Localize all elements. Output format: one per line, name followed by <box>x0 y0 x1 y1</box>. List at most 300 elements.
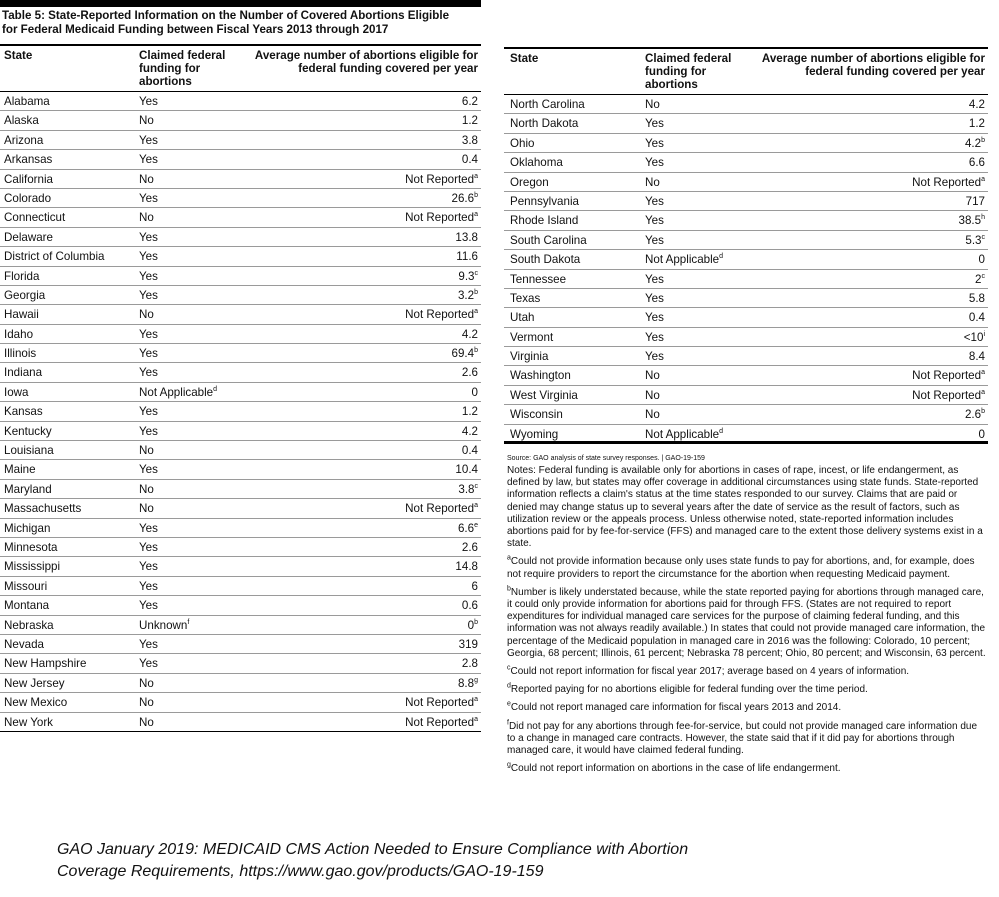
claimed-text: Yes <box>645 350 664 364</box>
state-cell: Arizona <box>4 133 44 147</box>
average-cell <box>462 95 478 108</box>
table-row <box>504 270 988 289</box>
caption <box>57 839 688 883</box>
average-cell <box>468 619 478 632</box>
average-cell <box>405 696 478 709</box>
claimed-cell <box>139 638 158 651</box>
footnote-text: Could not report information for fiscal year 2017; average based on 4 years of information. <box>510 666 910 678</box>
claimed-cell <box>139 231 158 244</box>
average-value: 5.8 <box>968 291 985 305</box>
table-row <box>504 231 988 250</box>
header-state: State <box>4 49 33 62</box>
footnote <box>507 666 987 678</box>
state-cell: Texas <box>510 291 541 305</box>
average-value: 38.5 <box>958 214 982 228</box>
table-row <box>0 150 481 169</box>
average-cell <box>456 250 478 263</box>
table-row <box>504 328 988 347</box>
table-row <box>504 347 988 366</box>
table-row <box>504 95 988 114</box>
average-cell <box>969 98 985 111</box>
footnote-mark: a <box>474 715 478 723</box>
average-value: Not Reported <box>405 502 475 516</box>
state-cell: Utah <box>510 311 535 325</box>
average-value: 4.2 <box>964 136 982 150</box>
claimed-cell <box>139 328 158 341</box>
average-value: Not Reported <box>405 172 475 186</box>
table-row <box>504 173 988 192</box>
average-value: 4.2 <box>461 327 478 341</box>
claimed-text: No <box>139 715 154 729</box>
table-row <box>504 134 988 153</box>
claimed-text: No <box>139 482 154 496</box>
table-row <box>0 325 481 344</box>
claimed-cell <box>139 541 158 554</box>
caption-line-1: GAO January 2019: MEDICAID CMS Action Needed to Ensure Compliance with Abortion <box>57 841 689 858</box>
average-cell <box>458 522 478 535</box>
table-row <box>504 289 988 308</box>
state-cell: Wisconsin <box>510 408 563 422</box>
claimed-text: Yes <box>139 288 158 302</box>
table-row <box>0 228 481 247</box>
claimed-cell <box>139 657 158 670</box>
average-cell <box>969 117 985 130</box>
state-cell: Alaska <box>4 114 39 128</box>
average-cell <box>964 331 985 344</box>
state-cell: New Jersey <box>4 676 65 690</box>
average-cell <box>462 425 478 438</box>
average-cell <box>405 173 478 186</box>
notes-text: Notes: Federal funding is available only for abortions in cases of rape, incest, or life endangerment, as defined by law, but states may offer coverage in additional circumstances using state funds. State-reported information reflects a claim's status at the time states responded to our survey. Claims that are paid or denied may change status up to several years after the date of service as the result of factors, such as utilization review or the appeals process. Unless otherwise noted, state-reported information includes abortions paid for by fee-for-service (FFS) and managed care to the extent those delivery systems exist in a state. <box>507 465 983 550</box>
average-cell <box>965 408 985 421</box>
claimed-cell <box>139 483 154 496</box>
average-value: <10 <box>963 330 984 344</box>
average-cell <box>462 444 478 457</box>
average-value: 2.8 <box>461 657 478 671</box>
claimed-text: Not Applicable <box>645 427 720 441</box>
claimed-cell <box>645 195 664 208</box>
footnote-mark: a <box>981 175 985 183</box>
claimed-cell <box>139 173 154 186</box>
claimed-cell <box>139 619 189 632</box>
header-average: Average number of abortions eligible for federal funding covered per year <box>254 49 478 75</box>
claimed-cell <box>645 311 664 324</box>
claimed-cell <box>645 156 664 169</box>
claimed-text: No <box>645 388 660 402</box>
footnote-mark: g <box>507 761 511 769</box>
average-cell <box>969 311 985 324</box>
claimed-text: No <box>139 444 154 458</box>
average-cell <box>959 214 985 227</box>
state-cell: Nebraska <box>4 618 54 632</box>
footnote-mark: a <box>474 211 478 219</box>
average-cell <box>965 234 985 247</box>
footnote-mark: a <box>981 369 985 377</box>
footnote-text: Could not report managed care information for fiscal years 2013 and 2014. <box>510 702 842 714</box>
table-row <box>0 557 481 576</box>
state-cell: Georgia <box>4 288 46 302</box>
table-row <box>0 247 481 266</box>
claimed-text: Yes <box>139 347 158 361</box>
claimed-text: No <box>139 114 154 128</box>
header-claimed: Claimed federal funding for abortions <box>139 49 226 88</box>
average-cell <box>462 657 478 670</box>
claimed-cell <box>645 369 660 382</box>
average-cell <box>462 599 478 612</box>
state-cell: Hawaii <box>4 308 39 322</box>
footnote-mark: b <box>981 136 985 144</box>
claimed-text: Yes <box>139 191 158 205</box>
average-value: 0.6 <box>461 599 478 613</box>
footnote <box>507 587 987 660</box>
footnote-mark: d <box>719 253 724 261</box>
average-value: 2.6 <box>461 366 478 380</box>
average-cell <box>462 405 478 418</box>
average-value: 6.2 <box>461 95 478 108</box>
header-average: Average number of abortions eligible for federal funding covered per year <box>761 52 985 78</box>
claimed-cell <box>139 502 154 515</box>
average-cell <box>462 541 478 554</box>
average-cell <box>975 273 985 286</box>
state-cell: Illinois <box>4 347 37 361</box>
table-row <box>0 519 481 538</box>
table-title-line-1: Table 5: State-Reported Information on the Number of Covered Abortions Eligible <box>2 9 450 22</box>
footnote <box>507 763 987 775</box>
claimed-text: Yes <box>139 579 158 593</box>
claimed-cell <box>139 134 158 147</box>
claimed-text: Yes <box>645 136 664 150</box>
claimed-cell <box>645 117 664 130</box>
claimed-text: Yes <box>139 560 158 574</box>
table-row <box>0 654 481 673</box>
average-cell <box>405 211 478 224</box>
claimed-cell <box>645 408 660 421</box>
footnote-text: Number is likely understated because, while the state reported paying for abortions through managed care, it could only provide information for abortions paid for through FFS. (States are not required to report expenditures for individual managed care services for the purpose of claiming federal funding, and this information was not always readily available.) In states that could not provide managed care information, the percentage of the Medicaid population in managed care in 2016 was the following: Colorado, 10 percent; Georgia, 68 percent; Illinois, 61 percent; Nebraska 78 percent; Ohio, 80 percent; and Wisconsin, 63 percent. <box>507 586 986 659</box>
claimed-text: Yes <box>139 327 158 341</box>
state-cell: Missouri <box>4 579 48 593</box>
claimed-cell <box>139 347 158 360</box>
footnote-mark: d <box>507 682 511 690</box>
average-cell <box>458 289 478 302</box>
caption-line-2: Coverage Requirements, https://www.gao.gov/products/GAO-19-159 <box>57 863 544 880</box>
average-value: 0 <box>467 618 475 632</box>
claimed-cell <box>139 405 158 418</box>
claimed-cell <box>645 350 664 363</box>
claimed-text: No <box>139 211 154 225</box>
average-cell <box>462 153 478 166</box>
claimed-text: No <box>139 308 154 322</box>
average-cell <box>912 369 985 382</box>
average-value: 6.6 <box>968 156 985 170</box>
average-cell <box>455 560 478 573</box>
claimed-text: Yes <box>139 133 158 147</box>
state-cell: Maryland <box>4 482 52 496</box>
table-row <box>504 114 988 133</box>
average-value: 11.6 <box>456 250 478 264</box>
claimed-cell <box>139 716 154 729</box>
state-cell: Alabama <box>4 95 50 108</box>
average-value: 4.2 <box>461 424 478 438</box>
header-state: State <box>510 52 539 65</box>
claimed-text: Yes <box>139 463 158 477</box>
table-row <box>0 460 481 479</box>
average-value: Not Reported <box>405 715 475 729</box>
table-row <box>0 713 481 732</box>
claimed-cell <box>139 522 158 535</box>
footnote-mark: d <box>213 386 218 393</box>
source-line: Source: GAO analysis of state survey responses. | GAO-19-159 <box>507 455 705 462</box>
footnote-mark: a <box>474 502 478 510</box>
table-row <box>0 499 481 518</box>
claimed-text: No <box>139 172 154 186</box>
average-cell <box>458 270 478 283</box>
claimed-cell <box>645 389 660 402</box>
table-row <box>0 693 481 712</box>
table-row <box>504 308 988 327</box>
average-cell <box>969 156 985 169</box>
claimed-text: No <box>139 502 154 516</box>
state-cell: Idaho <box>4 327 34 341</box>
state-cell: Michigan <box>4 521 51 535</box>
claimed-cell <box>645 214 664 227</box>
state-cell: New Mexico <box>4 696 68 710</box>
claimed-text: Yes <box>645 117 664 131</box>
claimed-text: Yes <box>139 599 158 613</box>
table-row <box>0 111 481 130</box>
average-value: 0.4 <box>461 444 478 458</box>
claimed-text: Yes <box>645 194 664 208</box>
table-row <box>504 192 988 211</box>
claimed-text: No <box>139 676 154 690</box>
state-cell: North Carolina <box>510 98 585 111</box>
average-value: 3.8 <box>458 482 475 496</box>
average-cell <box>458 677 478 690</box>
claimed-text: No <box>645 175 660 189</box>
average-value: 6 <box>471 579 478 593</box>
footnote-text: Could not report information on abortions in the case of life endangerment. <box>510 763 841 775</box>
average-cell <box>462 134 478 147</box>
header-claimed: Claimed federal funding for abortions <box>645 52 732 91</box>
footnote <box>507 556 987 580</box>
average-value: 10.4 <box>455 463 478 477</box>
claimed-text: Yes <box>139 366 158 380</box>
state-cell: Nevada <box>4 637 44 651</box>
state-cell: Iowa <box>4 385 29 399</box>
table-row <box>504 366 988 385</box>
state-cell: District of Columbia <box>4 250 105 264</box>
state-cell: Mississippi <box>4 560 61 574</box>
footnote-mark: e <box>507 701 511 709</box>
state-cell: Ohio <box>510 136 535 150</box>
claimed-text: Yes <box>645 233 664 247</box>
average-value: 1.2 <box>461 114 478 128</box>
claimed-text: Unknown <box>139 618 188 632</box>
state-cell: Tennessee <box>510 272 567 286</box>
average-value: 1.2 <box>461 405 478 419</box>
state-cell: West Virginia <box>510 388 578 402</box>
average-cell <box>405 716 478 729</box>
table-row <box>0 363 481 382</box>
footnote-mark: g <box>474 676 478 684</box>
average-cell <box>979 428 985 441</box>
footnote-mark: a <box>474 308 478 316</box>
footnote-mark: b <box>474 347 478 355</box>
footnote-mark: h <box>981 214 985 222</box>
state-cell: Connecticut <box>4 211 66 225</box>
table-row <box>0 616 481 635</box>
claimed-text: No <box>645 98 660 111</box>
table-row <box>504 211 988 230</box>
claimed-text: Yes <box>645 330 664 344</box>
footnote-mark: c <box>981 233 985 241</box>
claimed-cell <box>139 560 158 573</box>
claimed-text: No <box>645 408 660 422</box>
footnote-mark: a <box>981 389 985 396</box>
claimed-cell <box>139 289 158 302</box>
average-value: 0 <box>978 427 985 441</box>
average-value: Not Reported <box>912 388 982 402</box>
table-row <box>0 441 481 460</box>
state-cell: Arkansas <box>4 153 53 167</box>
average-cell <box>462 366 478 379</box>
state-cell: Virginia <box>510 350 549 364</box>
claimed-cell <box>139 114 154 127</box>
claimed-text: Yes <box>139 540 158 554</box>
footnote-mark: a <box>507 555 511 563</box>
claimed-cell <box>645 234 664 247</box>
average-cell <box>462 114 478 127</box>
state-cell: Kansas <box>4 405 43 419</box>
average-value: Not Reported <box>405 211 475 225</box>
table-row <box>504 153 988 172</box>
average-cell <box>455 231 478 244</box>
table-row <box>0 189 481 208</box>
table-row <box>0 305 481 324</box>
left-table <box>0 44 481 732</box>
table-row <box>0 596 481 615</box>
claimed-cell <box>139 211 154 224</box>
table-row <box>0 344 481 363</box>
average-value: 14.8 <box>455 560 478 574</box>
average-value: 0.4 <box>968 311 985 325</box>
average-value: 1.2 <box>968 117 985 131</box>
footnotes-list <box>507 556 987 775</box>
table-row <box>0 131 481 150</box>
claimed-cell <box>645 176 660 189</box>
claimed-cell <box>645 273 664 286</box>
claimed-cell <box>139 270 158 283</box>
footnote <box>507 684 987 696</box>
state-cell: South Carolina <box>510 233 587 247</box>
table-row <box>0 92 481 111</box>
average-cell <box>912 176 985 189</box>
footnote <box>507 721 987 758</box>
state-cell: California <box>4 172 53 186</box>
claimed-cell <box>139 308 154 321</box>
claimed-text: Yes <box>139 521 158 535</box>
average-value: 2 <box>975 272 982 286</box>
table-row <box>504 425 988 444</box>
state-cell: Wyoming <box>510 427 559 441</box>
claimed-text: No <box>139 696 154 710</box>
table-row <box>0 286 481 305</box>
table-row <box>0 422 481 441</box>
average-cell <box>462 328 478 341</box>
footnote-mark: b <box>981 408 985 416</box>
average-value: 3.8 <box>461 133 478 147</box>
average-value: Not Reported <box>912 175 982 189</box>
footnote-mark: c <box>474 482 478 490</box>
claimed-cell <box>645 331 664 344</box>
claimed-text: Yes <box>645 214 664 228</box>
footnote-mark: f <box>507 719 509 727</box>
right-table-header <box>504 47 988 95</box>
average-value: 717 <box>965 194 985 208</box>
average-value: 0 <box>471 385 478 399</box>
average-value: 0 <box>978 253 985 267</box>
right-table <box>504 47 988 444</box>
average-cell <box>912 389 985 402</box>
left-table-body <box>0 92 481 732</box>
claimed-cell <box>139 250 158 263</box>
claimed-cell <box>139 599 158 612</box>
state-cell: Pennsylvania <box>510 194 579 208</box>
footnote-mark: e <box>474 521 478 529</box>
claimed-cell <box>139 696 154 709</box>
footnote-text: Reported paying for no abortions eligible for federal funding over the time period. <box>510 684 868 696</box>
footnote-mark: i <box>983 330 985 338</box>
claimed-text: Not Applicable <box>645 253 720 267</box>
average-value: 26.6 <box>451 191 475 205</box>
claimed-text: Yes <box>645 272 664 286</box>
state-cell: Minnesota <box>4 540 58 554</box>
claimed-cell <box>645 98 660 111</box>
average-value: 9.3 <box>458 269 475 283</box>
footnote-mark: a <box>474 172 478 180</box>
claimed-text: Yes <box>645 311 664 325</box>
table-row <box>504 405 988 424</box>
table-row <box>0 267 481 286</box>
table-title <box>2 9 480 37</box>
average-value: Not Reported <box>912 369 982 383</box>
claimed-cell <box>139 192 158 205</box>
table-row <box>504 386 988 405</box>
claimed-cell <box>645 292 664 305</box>
claimed-cell <box>139 580 158 593</box>
claimed-text: Yes <box>139 657 158 671</box>
claimed-cell <box>139 463 158 476</box>
claimed-text: Yes <box>139 153 158 167</box>
average-value: Not Reported <box>405 308 475 322</box>
state-cell: Colorado <box>4 191 52 205</box>
state-cell: Vermont <box>510 330 554 344</box>
state-cell: New Hampshire <box>4 657 87 671</box>
claimed-cell <box>645 428 723 441</box>
claimed-text: Yes <box>139 95 158 108</box>
average-cell <box>455 463 478 476</box>
state-cell: Florida <box>4 269 40 283</box>
average-value: 8.4 <box>968 350 985 364</box>
average-value: 0.4 <box>461 153 478 167</box>
average-cell <box>472 580 478 593</box>
claimed-cell <box>139 366 158 379</box>
average-cell <box>452 192 478 205</box>
average-cell <box>459 638 478 651</box>
table-row <box>0 383 481 402</box>
average-cell <box>452 347 478 360</box>
state-cell: Oklahoma <box>510 156 563 170</box>
average-cell <box>472 386 478 399</box>
